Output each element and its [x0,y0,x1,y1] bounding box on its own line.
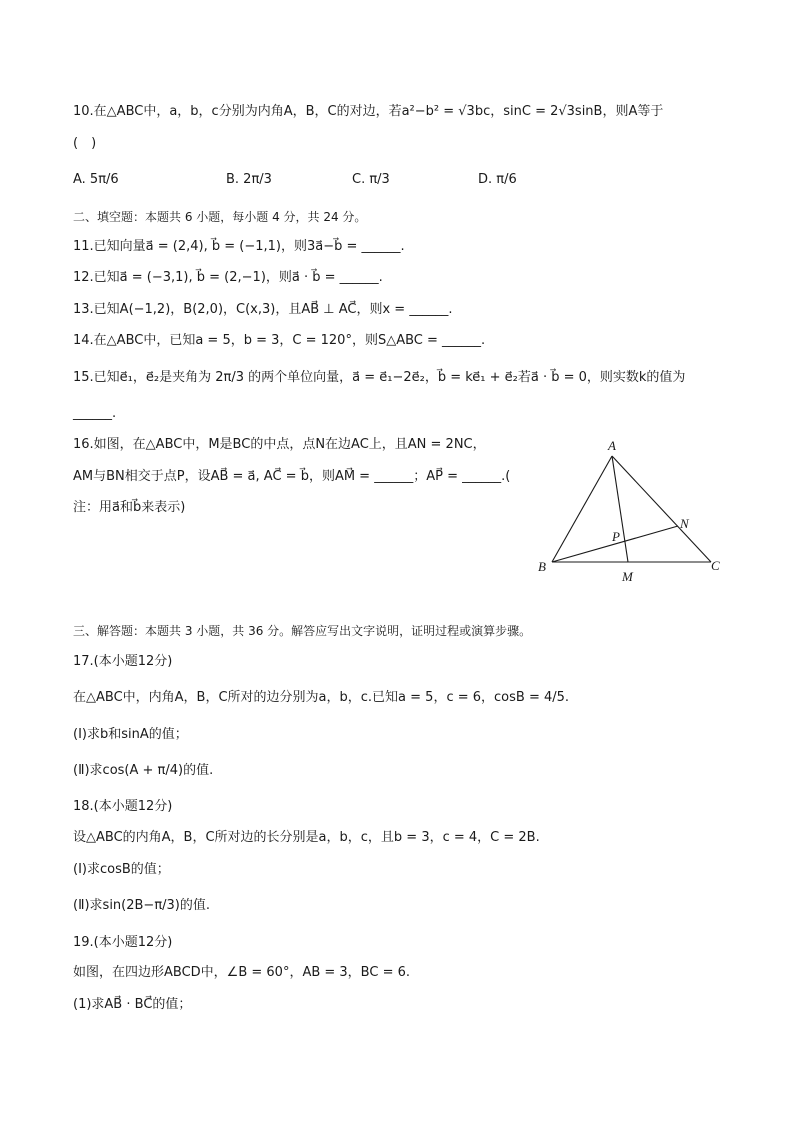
side-ac [612,456,711,562]
q16-line-3: 注：用a⃗和b⃗来表示) [73,500,186,515]
q18-part-1: (Ⅰ)求cosB的值； [73,862,170,877]
label-a: A [608,438,616,453]
q12: 12.已知a⃗ = (−3,1), b⃗ = (2,−1)，则a⃗ · b⃗ = ______. [73,270,383,285]
q16-line-2: AM与BN相交于点P，设AB⃗ = a⃗, AC⃗ = b⃗，则AM⃗ = ______；AP⃗ = ______.( [73,469,511,484]
q10-option-b: B. 2π/3 [226,172,272,187]
triangle-figure [530,434,730,584]
q16-line-1: 16.如图，在△ABC中，M是BC的中点，点N在边AC上，且AN = 2NC， [73,437,486,452]
q15: 15.已知e⃗₁，e⃗₂是夹角为 2π/3 的两个单位向量，a⃗ = e⃗₁−2e⃗₂，b⃗ = ke⃗₁ + e⃗₂若a⃗ · b⃗ = 0，则实数k的值为 [73,370,686,385]
q19-head: 19.(本小题12分) [73,935,173,950]
q13: 13.已知A(−1,2)，B(2,0)，C(x,3)，且AB⃗ ⊥ AC⃗，则x = ______. [73,302,453,317]
q17-part-2: (Ⅱ)求cos(A + π/4)的值. [73,763,214,778]
label-b: B [538,559,546,574]
q10-paren: ( ) [73,136,97,151]
label-p: P [612,529,620,544]
q19-part-1: (1)求AB⃗ · BC⃗的值； [73,997,192,1012]
section-2-heading: 二、填空题：本题共 6 小题，每小题 4 分，共 24 分。 [73,210,367,224]
q18-stem: 设△ABC的内角A，B，C所对边的长分别是a，b，c，且b = 3，c = 4，C = 2B. [73,830,540,845]
q18-head: 18.(本小题12分) [73,799,173,814]
q10-stem: 10.在△ABC中，a，b，c分别为内角A，B，C的对边，若a²−b² = √3bc，sinC = 2√3sinB，则A等于 [73,104,664,119]
label-c: C [711,558,720,573]
q14: 14.在△ABC中，已知a = 5，b = 3，C = 120°，则S△ABC = ______. [73,333,486,348]
label-n: N [680,516,689,531]
segment-am [612,456,628,562]
q18-part-2: (Ⅱ)求sin(2B−π/3)的值. [73,898,211,913]
q11: 11.已知向量a⃗ = (2,4), b⃗ = (−1,1)，则3a⃗−b⃗ = ______. [73,239,405,254]
q17-stem: 在△ABC中，内角A，B，C所对的边分别为a，b，c.已知a = 5，c = 6，cosB = 4/5. [73,690,570,705]
side-ab [552,456,612,562]
q10-option-a: A. 5π/6 [73,172,119,187]
q17-head: 17.(本小题12分) [73,654,173,669]
q17-part-1: (Ⅰ)求b和sinA的值； [73,727,188,742]
q10-option-c: C. π/3 [352,172,390,187]
q19-stem: 如图，在四边形ABCD中，∠B = 60°，AB = 3，BC = 6. [73,965,411,980]
label-m: M [622,569,633,584]
q15-blank: ______. [73,406,117,421]
section-3-heading: 三、解答题：本题共 3 小题，共 36 分。解答应写出文字说明，证明过程或演算步骤。 [73,624,532,638]
q10-option-d: D. π/6 [478,172,517,187]
